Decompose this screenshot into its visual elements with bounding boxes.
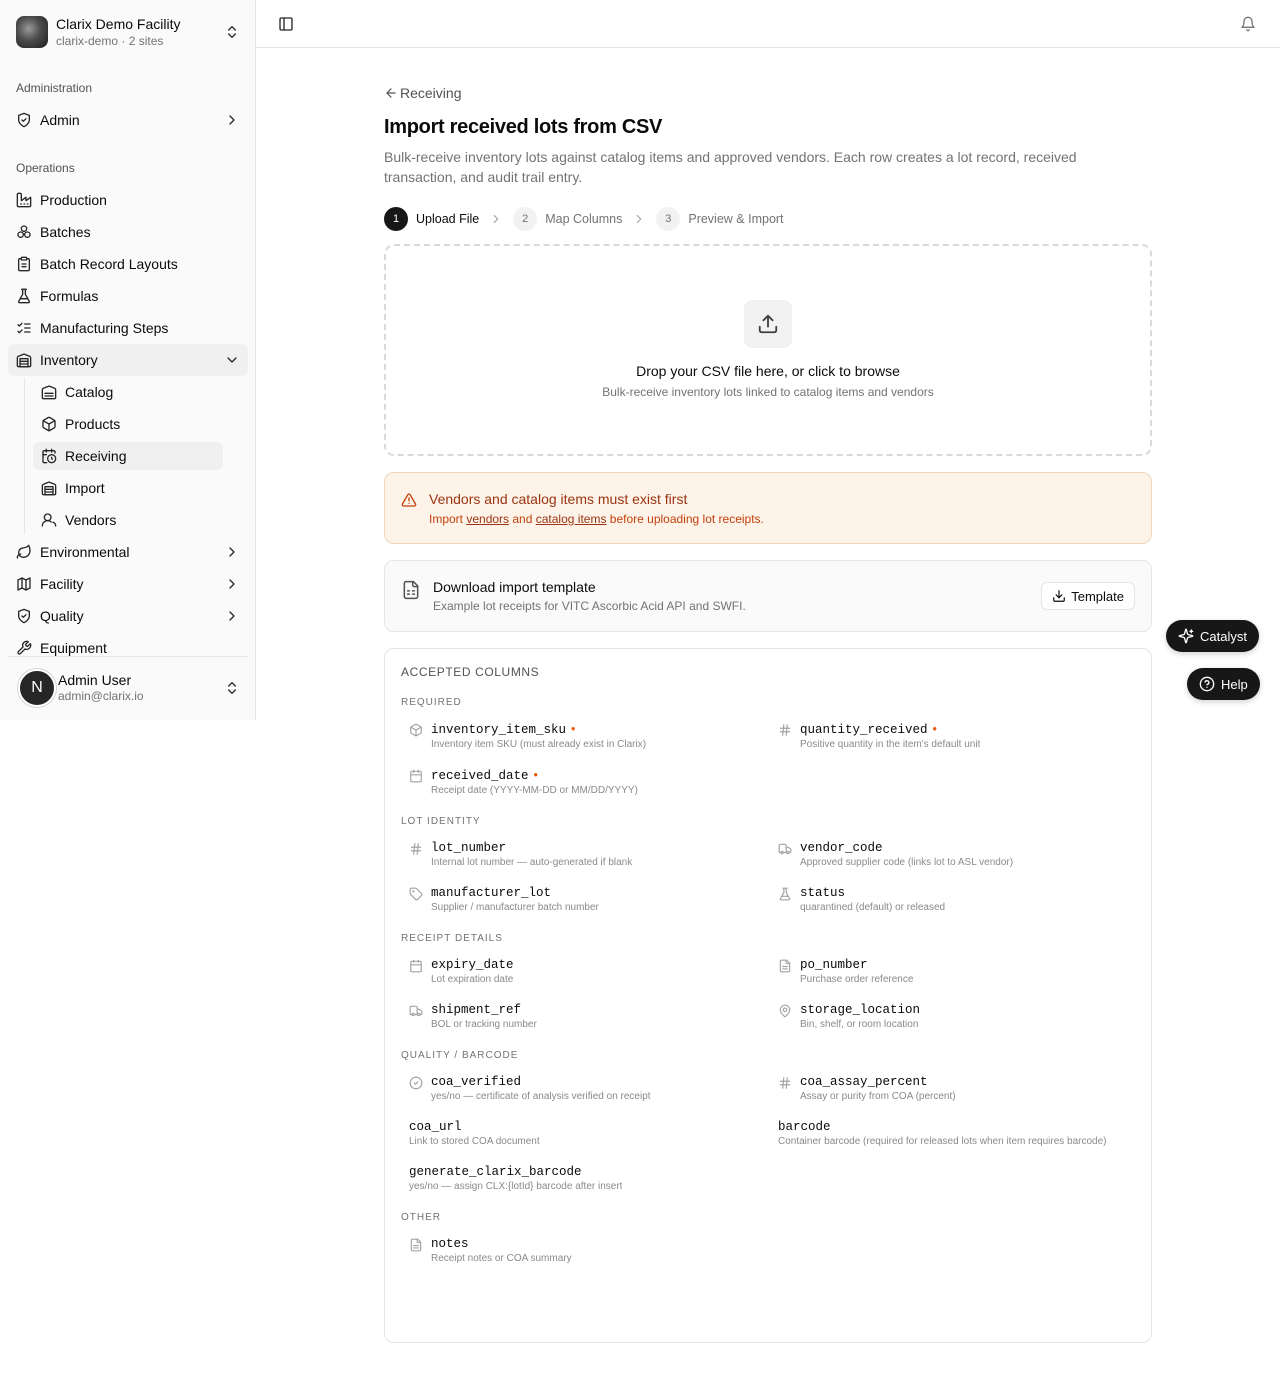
sidebar-subitem-import[interactable] bbox=[33, 474, 223, 502]
sidebar-subitem-label: Catalog bbox=[65, 384, 114, 400]
column-item-text bbox=[431, 885, 599, 915]
column-item-text bbox=[800, 1074, 956, 1104]
template-card bbox=[384, 560, 1152, 632]
column-item bbox=[401, 721, 770, 752]
wrench-icon bbox=[16, 640, 32, 656]
column-name bbox=[800, 840, 1013, 856]
chevron-right-icon bbox=[224, 112, 240, 128]
column-name bbox=[431, 1074, 651, 1090]
column-description: yes/no — assign CLX:{lotId} barcode after insert bbox=[409, 1181, 623, 1192]
map-icon bbox=[16, 576, 32, 592]
column-description: Receipt notes or COA summary bbox=[431, 1253, 572, 1264]
column-name-text: inventory_item_sku bbox=[431, 723, 567, 737]
calendar-icon bbox=[409, 769, 423, 783]
column-name-text: coa_url bbox=[409, 1120, 462, 1134]
clipboard-icon bbox=[16, 256, 32, 272]
column-name bbox=[800, 1074, 956, 1090]
column-section-label: QUALITY / BARCODE bbox=[401, 1050, 519, 1061]
column-item-text bbox=[431, 721, 646, 752]
column-description: Assay or purity from COA (percent) bbox=[800, 1091, 956, 1102]
column-description: Approved supplier code (links lot to ASL vendor) bbox=[800, 857, 1014, 868]
column-name bbox=[431, 767, 638, 784]
column-item-text bbox=[800, 840, 1013, 870]
warning-title: Vendors and catalog items must exist first bbox=[429, 491, 688, 507]
stepper bbox=[384, 207, 1152, 231]
step-number: 1 bbox=[384, 207, 408, 231]
help-circle-icon bbox=[1199, 676, 1215, 692]
org-name: Clarix Demo Facility bbox=[56, 16, 181, 32]
sidebar-item-formulas[interactable] bbox=[8, 280, 248, 312]
column-name-text: po_number bbox=[800, 958, 868, 972]
column-item bbox=[401, 1119, 770, 1149]
accepted-columns-card bbox=[384, 648, 1152, 1343]
column-name-text: status bbox=[800, 886, 846, 900]
step-label: Map Columns bbox=[545, 212, 623, 226]
shield-check-icon bbox=[16, 112, 32, 128]
chevron-right-icon bbox=[224, 608, 240, 624]
column-name bbox=[800, 721, 980, 738]
column-item bbox=[401, 1164, 770, 1194]
column-item-text bbox=[778, 1119, 1107, 1149]
column-item-text bbox=[800, 885, 945, 915]
sidebar-subitem-label: Products bbox=[65, 416, 121, 432]
group-label-operations: Operations bbox=[16, 161, 75, 175]
step-number: 3 bbox=[656, 207, 680, 231]
column-section-label: RECEIPT DETAILS bbox=[401, 933, 503, 944]
factory-icon bbox=[16, 192, 32, 208]
chevron-right-icon bbox=[489, 212, 503, 226]
column-item bbox=[401, 957, 770, 987]
column-item-text bbox=[431, 1236, 572, 1266]
group-label-administration: Administration bbox=[16, 81, 93, 95]
warning-text: Import vendors and catalog items before uploading lot receipts. bbox=[429, 512, 764, 526]
sidebar-subitem-label: Receiving bbox=[65, 448, 127, 464]
back-link-label: Receiving bbox=[400, 85, 462, 101]
sidebar-item-facility[interactable] bbox=[8, 568, 248, 600]
flask-icon bbox=[16, 288, 32, 304]
column-name bbox=[800, 885, 945, 901]
import-icon bbox=[41, 480, 57, 496]
main-content bbox=[384, 84, 1152, 1343]
arrow-left-icon bbox=[384, 86, 398, 100]
help-button[interactable] bbox=[1187, 668, 1260, 700]
org-logo bbox=[16, 16, 48, 48]
warehouse-icon bbox=[16, 352, 32, 368]
column-item bbox=[770, 1119, 1139, 1149]
sidebar-item-manufacturing-steps[interactable] bbox=[8, 312, 248, 344]
required-marker: • bbox=[932, 722, 937, 736]
column-name bbox=[431, 1236, 572, 1252]
sidebar-item-admin[interactable] bbox=[8, 104, 248, 136]
catalog-items-link[interactable]: catalog items bbox=[535, 512, 607, 526]
sidebar-item-label: Batch Record Layouts bbox=[40, 256, 178, 272]
column-name bbox=[409, 1119, 540, 1135]
column-item-text bbox=[431, 1002, 537, 1032]
catalog-icon bbox=[41, 384, 57, 400]
column-item-text bbox=[431, 767, 638, 798]
sidebar-subitem-label: Import bbox=[65, 480, 105, 496]
download-template-button[interactable] bbox=[1041, 582, 1135, 610]
column-description: yes/no — certificate of analysis verified on receipt bbox=[431, 1091, 651, 1102]
column-item bbox=[770, 1074, 1139, 1104]
column-name bbox=[431, 721, 646, 738]
file-icon bbox=[409, 1238, 423, 1252]
sidebar-item-quality[interactable] bbox=[8, 600, 248, 632]
column-grid bbox=[401, 721, 1135, 798]
avatar: N bbox=[18, 669, 56, 707]
chevron-right-icon bbox=[224, 576, 240, 592]
list-checks-icon bbox=[16, 320, 32, 336]
column-name-text: coa_verified bbox=[431, 1075, 522, 1089]
template-subtitle: Example lot receipts for VITC Ascorbic Acid API and SWFI. bbox=[433, 599, 746, 613]
column-name-text: manufacturer_lot bbox=[431, 886, 552, 900]
sidebar-item-label: Facility bbox=[40, 576, 84, 592]
column-description: Receipt date (YYYY-MM-DD or MM/DD/YYYY) bbox=[431, 785, 638, 796]
accepted-columns-title: ACCEPTED COLUMNS bbox=[401, 665, 540, 679]
catalyst-button[interactable] bbox=[1166, 620, 1259, 652]
column-name bbox=[800, 1002, 920, 1018]
csv-dropzone[interactable] bbox=[384, 244, 1152, 456]
sidebar-item-label: Equipment bbox=[40, 640, 107, 656]
dropzone-subtitle: Bulk-receive inventory lots linked to catalog items and vendors bbox=[602, 385, 934, 399]
sidebar bbox=[0, 0, 256, 720]
column-description: quarantined (default) or released bbox=[800, 902, 946, 913]
catalyst-button-label: Catalyst bbox=[1200, 628, 1247, 644]
column-sections bbox=[401, 697, 1135, 1266]
column-grid bbox=[401, 1074, 1135, 1194]
column-description: Supplier / manufacturer batch number bbox=[431, 902, 599, 913]
column-item-text bbox=[431, 840, 632, 870]
column-name-text: barcode bbox=[778, 1120, 831, 1134]
column-item bbox=[401, 1236, 770, 1266]
sidebar-toggle-icon[interactable] bbox=[278, 16, 294, 32]
step-preview-import bbox=[656, 207, 783, 231]
column-description: Lot expiration date bbox=[431, 974, 514, 985]
column-name-text: vendor_code bbox=[800, 841, 883, 855]
column-item bbox=[770, 957, 1139, 987]
org-switcher[interactable] bbox=[8, 8, 248, 56]
column-section-label: OTHER bbox=[401, 1212, 441, 1223]
column-item bbox=[401, 1002, 770, 1032]
column-description: Link to stored COA document bbox=[409, 1136, 540, 1147]
column-name bbox=[409, 1164, 622, 1180]
map-pin-icon bbox=[778, 1004, 792, 1018]
prerequisite-warning bbox=[384, 472, 1152, 544]
chevron-right-icon bbox=[224, 544, 240, 560]
required-marker: • bbox=[571, 722, 576, 736]
shield-check-icon bbox=[16, 608, 32, 624]
sidebar-subitem-products[interactable] bbox=[33, 410, 223, 438]
column-item bbox=[401, 767, 770, 798]
hash-icon bbox=[409, 842, 423, 856]
sidebar-item-batches[interactable] bbox=[8, 216, 248, 248]
vendors-link[interactable]: vendors bbox=[466, 512, 510, 526]
user-menu[interactable] bbox=[8, 656, 248, 718]
truck-icon bbox=[409, 1004, 423, 1018]
sidebar-item-label: Formulas bbox=[40, 288, 99, 304]
column-name-text: generate_clarix_barcode bbox=[409, 1165, 582, 1179]
upload-icon bbox=[744, 300, 792, 348]
page-description: Bulk-receive inventory lots against catalog items and approved vendors. Each row creates a lot record, received transaction, and audit trail entry. bbox=[384, 149, 1077, 185]
sidebar-item-label: Manufacturing Steps bbox=[40, 320, 169, 336]
column-name bbox=[431, 957, 514, 973]
column-name-text: coa_assay_percent bbox=[800, 1075, 928, 1089]
flask-icon bbox=[778, 887, 792, 901]
column-item bbox=[770, 885, 1139, 915]
column-name bbox=[431, 885, 599, 901]
topbar bbox=[256, 0, 1280, 48]
dropzone-title: Drop your CSV file here, or click to browse bbox=[636, 363, 900, 379]
column-description: Positive quantity in the item's default unit bbox=[800, 739, 981, 750]
sidebar-item-label: Inventory bbox=[40, 352, 98, 368]
column-description: Purchase order reference bbox=[800, 974, 914, 985]
column-description: BOL or tracking number bbox=[431, 1019, 537, 1030]
column-description: Bin, shelf, or room location bbox=[800, 1019, 919, 1030]
step-map-columns bbox=[513, 207, 622, 231]
sidebar-item-label: Batches bbox=[40, 224, 91, 240]
step-label: Preview & Import bbox=[688, 212, 784, 226]
column-item bbox=[401, 1074, 770, 1104]
back-link[interactable] bbox=[384, 84, 1152, 102]
column-section-label: LOT IDENTITY bbox=[401, 816, 481, 827]
box-icon bbox=[409, 723, 423, 737]
leaf-icon bbox=[16, 544, 32, 560]
package-icon bbox=[41, 416, 57, 432]
column-item-text bbox=[431, 957, 514, 987]
sidebar-subitem-vendors[interactable] bbox=[33, 506, 223, 534]
template-title: Download import template bbox=[433, 579, 596, 595]
chevrons-up-down-icon bbox=[224, 680, 240, 696]
template-button-label: Template bbox=[1071, 588, 1124, 604]
sidebar-subitem-catalog[interactable] bbox=[33, 378, 223, 406]
sidebar-item-label: Admin bbox=[40, 112, 80, 128]
column-item bbox=[401, 840, 770, 870]
tag-icon bbox=[409, 887, 423, 901]
sidebar-item-label: Quality bbox=[40, 608, 84, 624]
check-circle-icon bbox=[409, 1076, 423, 1090]
column-section-label: REQUIRED bbox=[401, 697, 462, 708]
column-item bbox=[770, 1002, 1139, 1032]
sidebar-item-batch-record-layouts[interactable] bbox=[8, 248, 248, 280]
column-item-text bbox=[409, 1164, 622, 1194]
column-item-text bbox=[431, 1074, 651, 1104]
column-item-text bbox=[800, 1002, 920, 1032]
alert-triangle-icon bbox=[401, 492, 417, 508]
hash-icon bbox=[778, 1076, 792, 1090]
calendar-icon bbox=[409, 959, 423, 973]
column-item-text bbox=[800, 957, 913, 987]
help-button-label: Help bbox=[1221, 676, 1248, 692]
sidebar-subitem-receiving[interactable] bbox=[33, 442, 223, 470]
chevron-down-icon bbox=[224, 352, 240, 368]
step-label: Upload File bbox=[416, 212, 480, 226]
column-item bbox=[770, 840, 1139, 870]
user-name: Admin User bbox=[58, 672, 132, 688]
required-marker: • bbox=[533, 768, 538, 782]
download-icon bbox=[1052, 589, 1066, 603]
column-name bbox=[431, 840, 632, 856]
sidebar-item-label: Environmental bbox=[40, 544, 130, 560]
column-name-text: notes bbox=[431, 1237, 469, 1251]
sidebar-item-inventory[interactable] bbox=[8, 344, 248, 376]
hash-icon bbox=[778, 723, 792, 737]
column-name-text: quantity_received bbox=[800, 723, 928, 737]
sidebar-subitem-label: Vendors bbox=[65, 512, 117, 528]
file-spreadsheet-icon bbox=[401, 580, 421, 600]
submenu-line bbox=[24, 378, 25, 534]
step-upload-file bbox=[384, 207, 479, 231]
column-grid bbox=[401, 840, 1135, 915]
column-item-text bbox=[800, 721, 980, 752]
bell-icon[interactable] bbox=[1240, 16, 1256, 32]
page-title: Import received lots from CSV bbox=[384, 116, 663, 138]
column-grid bbox=[401, 1236, 1135, 1266]
column-name-text: shipment_ref bbox=[431, 1003, 522, 1017]
column-description: Internal lot number — auto-generated if blank bbox=[431, 857, 633, 868]
chevron-right-icon bbox=[632, 212, 646, 226]
column-grid bbox=[401, 957, 1135, 1032]
sidebar-item-production[interactable] bbox=[8, 184, 248, 216]
column-name-text: received_date bbox=[431, 769, 529, 783]
column-name bbox=[431, 1002, 537, 1018]
truck-icon bbox=[778, 842, 792, 856]
users-icon bbox=[41, 512, 57, 528]
column-name-text: expiry_date bbox=[431, 958, 514, 972]
column-item bbox=[401, 885, 770, 915]
sidebar-item-equipment[interactable] bbox=[8, 632, 248, 656]
column-item-text bbox=[409, 1119, 540, 1149]
sparkles-icon bbox=[1178, 628, 1194, 644]
org-subtitle: clarix-demo · 2 sites bbox=[56, 34, 164, 48]
receiving-icon bbox=[41, 448, 57, 464]
column-name bbox=[800, 957, 913, 973]
chevrons-up-down-icon bbox=[224, 24, 240, 40]
column-item bbox=[770, 721, 1139, 752]
boxes-icon bbox=[16, 224, 32, 240]
user-email: admin@clarix.io bbox=[58, 689, 144, 703]
column-description: Inventory item SKU (must already exist in Clarix) bbox=[431, 739, 647, 750]
column-name bbox=[778, 1119, 1107, 1135]
column-name-text: lot_number bbox=[431, 841, 507, 855]
sidebar-item-environmental[interactable] bbox=[8, 536, 248, 568]
column-name-text: storage_location bbox=[800, 1003, 921, 1017]
column-description: Container barcode (required for released lots when item requires barcode) bbox=[778, 1136, 1107, 1147]
file-icon bbox=[778, 959, 792, 973]
sidebar-item-label: Production bbox=[40, 192, 107, 208]
step-number: 2 bbox=[513, 207, 537, 231]
